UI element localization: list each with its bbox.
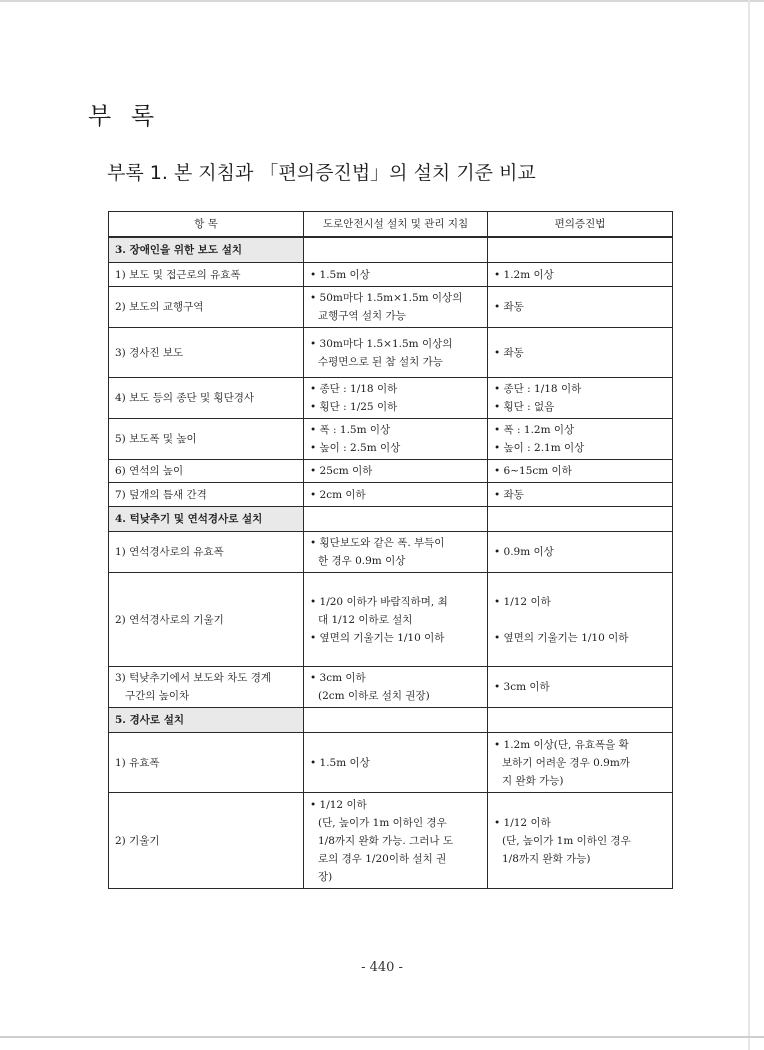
law-cell-line: 1/8까지 완화 가능) [502,852,591,865]
law-cell [488,328,673,378]
guideline-cell [304,667,488,708]
table-row [109,667,673,708]
guideline-cell-line: (2cm 이하로 설치 권장) [318,690,430,702]
law-cell-line: • 좌동 [494,301,524,313]
item-cell-line: 1) 보도 및 접근로의 유효폭 [115,268,241,281]
law-cell-line [494,611,666,629]
item-cell [109,419,304,460]
guideline-cell-line: 1/8까지 완화 가능. 그러나 도 [318,834,454,847]
guideline-cell-line: • 옆면의 기울기는 1/10 이하 [310,631,445,644]
item-cell-line: 3) 턱낮추기에서 보도와 차도 경계 [115,672,271,684]
page-number: - 440 - [361,960,403,975]
item-cell [109,667,304,708]
law-cell-line: • 1/12 이하 [494,816,551,829]
item-cell-line: 2) 보도의 교행구역 [115,301,204,313]
guideline-cell [304,573,488,667]
law-cell [488,419,673,460]
item-cell [109,532,304,573]
item-cell-line: 5) 보도폭 및 높이 [115,433,197,445]
guideline-cell [304,287,488,328]
law-cell [488,532,673,573]
table-header-row [109,212,673,238]
law-cell-line: • 1.2m 이상(단, 유효폭을 확 [494,738,629,751]
law-cell [488,573,673,667]
table-row [109,460,673,483]
law-cell-line: • 1.2m 이상 [494,268,554,281]
item-cell [109,733,304,793]
guideline-cell-line: • 1.5m 이상 [310,268,370,281]
guideline-cell-line: • 횡단 : 1/25 이하 [310,401,398,413]
law-cell-line: • 좌동 [494,488,524,501]
section-empty-cell [488,237,673,263]
law-cell-line: (단, 높이가 1m 이하인 경우 [502,834,631,847]
appendix-heading: 부 록 [88,102,160,130]
guideline-cell-line: • 1/12 이하 [310,798,367,811]
item-cell [109,793,304,889]
law-cell-line: 지 완화 가능) [502,774,564,787]
header-guideline: 도로안전시설 설치 및 관리 지침 [304,212,488,238]
comparison-table [108,211,673,889]
table-section-row [109,237,673,263]
item-cell-line: 3) 경사진 보도 [115,346,184,359]
law-cell [488,483,673,507]
item-cell-line: 2) 기울기 [115,834,160,847]
law-cell-line: • 좌동 [494,346,524,359]
table-section-row [109,507,673,532]
law-cell [488,263,673,287]
guideline-cell-line: 수평면으로 된 참 설치 가능 [318,355,443,368]
guideline-cell [304,378,488,419]
section-empty-cell [304,507,488,532]
guideline-cell-line: • 종단 : 1/18 이하 [310,383,398,395]
law-cell [488,460,673,483]
law-cell [488,287,673,328]
table-row [109,378,673,419]
law-cell [488,667,673,708]
law-cell-line: • 3cm 이하 [494,681,550,693]
table-row [109,419,673,460]
header-law: 편의증진법 [488,212,673,238]
guideline-cell-line: • 3cm 이하 [310,672,366,684]
guideline-cell [304,263,488,287]
guideline-cell-line: • 50m마다 1.5m×1.5m 이상의 [310,292,463,304]
section-heading: 5. 경사로 설치 [109,708,304,733]
page-edge-top [0,0,764,2]
item-cell-line: 6) 연석의 높이 [115,465,184,477]
table-section-row [109,708,673,733]
item-cell-line: 2) 연석경사로의 기울기 [115,613,224,626]
guideline-cell [304,532,488,573]
law-cell [488,793,673,889]
table-row [109,328,673,378]
guideline-cell-line: • 25cm 이하 [310,465,373,477]
section-empty-cell [304,237,488,263]
guideline-cell-line: • 2cm 이하 [310,488,366,501]
item-cell-line: 1) 유효폭 [115,756,160,769]
section-heading: 3. 장애인을 위한 보도 설치 [109,237,304,263]
law-cell-line: • 6∼15cm 이하 [494,465,572,477]
law-cell-line: • 종단 : 1/18 이하 [494,383,582,395]
guideline-cell [304,733,488,793]
item-cell-line: 구간의 높이차 [125,690,190,702]
guideline-cell-line: (단, 높이가 1m 이하인 경우 [318,816,447,829]
section-empty-cell [488,708,673,733]
section-empty-cell [304,708,488,733]
guideline-cell-line: 로의 경우 1/20이하 설치 권 [318,852,447,865]
item-cell [109,573,304,667]
table-row [109,483,673,507]
guideline-cell-line: 교행구역 설치 가능 [318,310,406,322]
table-row [109,287,673,328]
section-heading: 4. 턱낮추기 및 연석경사로 설치 [109,507,304,532]
guideline-cell [304,460,488,483]
guideline-cell-line: • 폭 : 1.5m 이상 [310,424,391,436]
law-cell [488,733,673,793]
guideline-cell-line: • 1/20 이하가 바람직하며, 최 [310,595,448,608]
item-cell [109,287,304,328]
guideline-cell-line: • 30m마다 1.5×1.5m 이상의 [310,337,453,350]
item-cell-line: 4) 보도 등의 종단 및 횡단경사 [115,392,255,404]
item-cell-line: 1) 연석경사로의 유효폭 [115,546,224,558]
item-cell [109,460,304,483]
law-cell-line: • 1/12 이하 [494,595,551,608]
item-cell [109,378,304,419]
law-cell-line: • 높이 : 2.1m 이상 [494,442,585,454]
law-cell-line: 보하기 어려운 경우 0.9m까 [502,756,630,769]
page-edge-bottom [0,1036,764,1038]
item-cell-line: 7) 덮개의 틈새 간격 [115,488,207,501]
guideline-cell-line: • 높이 : 2.5m 이상 [310,442,401,454]
law-cell-line: • 폭 : 1.2m 이상 [494,424,575,436]
guideline-cell-line: 한 경우 0.9m 이상 [318,555,406,567]
page-edge-right [748,0,750,1050]
table-row [109,733,673,793]
guideline-cell [304,419,488,460]
item-cell [109,328,304,378]
law-cell-line: • 0.9m 이상 [494,546,554,558]
guideline-cell [304,483,488,507]
guideline-cell-line: • 횡단보도와 같은 폭. 부득이 [310,537,445,549]
law-cell [488,378,673,419]
item-cell [109,263,304,287]
guideline-cell-line: 장) [318,870,333,883]
table-row [109,573,673,667]
guideline-cell [304,328,488,378]
header-item: 항 목 [109,212,304,238]
law-cell-line: • 옆면의 기울기는 1/10 이하 [494,631,629,644]
guideline-cell [304,793,488,889]
section-title: 부록 1. 본 지침과 「편의증진법」의 설치 기준 비교 [107,162,536,184]
law-cell-line: • 횡단 : 없음 [494,401,555,413]
item-cell [109,483,304,507]
table-row [109,532,673,573]
table-row [109,263,673,287]
table-body [109,237,673,889]
section-empty-cell [488,507,673,532]
guideline-cell-line: • 1.5m 이상 [310,756,370,769]
table-row [109,793,673,889]
guideline-cell-line: 대 1/12 이하로 설치 [318,613,413,626]
